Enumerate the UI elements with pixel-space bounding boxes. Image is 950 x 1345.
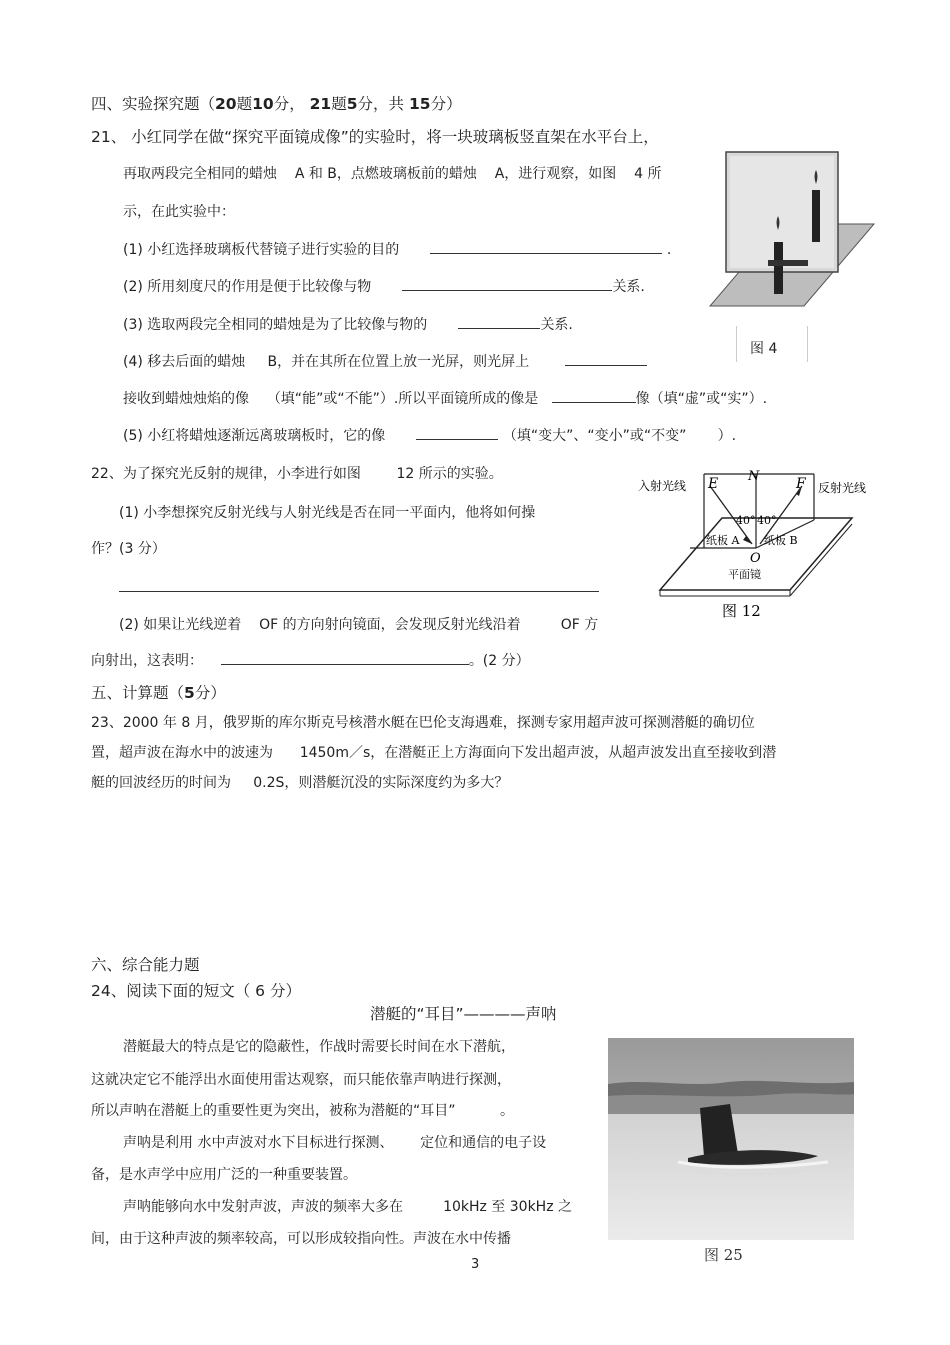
angle-incidence-label: 40° bbox=[736, 514, 756, 527]
candle-a-icon bbox=[774, 242, 783, 294]
figure-12-reflection bbox=[638, 466, 870, 624]
q22-sub1: (1) 小李想探究反射光线与人射光线是否在同一平面内，他将如何操 bbox=[119, 505, 536, 521]
article-p2: 这就决定它不能浮出水面使用雷达观察，而只能依靠声呐进行探测， bbox=[91, 1072, 511, 1088]
q24-intro: 24、阅读下面的短文（ 6 分） bbox=[91, 982, 301, 1000]
answer-blank[interactable] bbox=[565, 351, 647, 366]
answer-blank[interactable] bbox=[416, 425, 498, 440]
angle-reflection-label: 40° bbox=[757, 514, 777, 527]
answer-blank[interactable] bbox=[221, 650, 469, 665]
plane-mirror-label: 平面镜 bbox=[728, 568, 761, 581]
q21-sub4-cont: 接收到蜡烛烛焰的像 （填“能”或“不能”）.所以平面镜所成的像是 像（填“虚”或“实”）. bbox=[123, 388, 767, 409]
board-b-label: 纸板 B bbox=[764, 534, 798, 547]
article-p6: 声呐能够向水中发射声波，声波的频率大多在 10kHz 至 30kHz 之 bbox=[123, 1199, 573, 1215]
article-p1: 潜艇最大的特点是它的隐蔽性，作战时需要长时间在水下潜航， bbox=[123, 1039, 515, 1055]
q21-sub2: (2) 所用刻度尺的作用是便于比较像与物 关系. bbox=[123, 276, 645, 297]
point-o-label: O bbox=[750, 551, 761, 566]
q21-line2: 再取两段完全相同的蜡烛 A 和 B，点燃玻璃板前的蜡烛 A，进行观察，如图 4 所 bbox=[123, 166, 662, 182]
q22-sub2: (2) 如果让光线逆着 OF 的方向射向镜面，会发现反射光线沿着 OF 方 bbox=[119, 617, 599, 633]
q22-answer-line[interactable] bbox=[119, 577, 599, 598]
section-6-title: 六、综合能力题 bbox=[91, 956, 200, 974]
q21-sub3: (3) 选取两段完全相同的蜡烛是为了比较像与物的 关系. bbox=[123, 314, 573, 335]
submarine-photo bbox=[608, 1038, 854, 1240]
article-p4: 声呐是利用 水中声波对水下目标进行探测、 定位和通信的电子设 bbox=[123, 1135, 547, 1151]
figure-4-caption: 图 4 bbox=[750, 341, 778, 357]
answer-blank[interactable] bbox=[458, 314, 540, 329]
q22-sub1-cont: 作？(3 分） bbox=[91, 541, 166, 557]
answer-blank[interactable] bbox=[119, 577, 599, 592]
article-title: 潜艇的“耳目”————声呐 bbox=[370, 1005, 557, 1023]
q22-intro: 22、为了探究光反射的规律，小李进行如图 12 所示的实验。 bbox=[91, 466, 503, 482]
figure-25-caption: 图 25 bbox=[704, 1246, 743, 1264]
q22-sub2-cont: 向射出，这表明： 。(2 分） bbox=[91, 650, 530, 671]
article-p3: 所以声呐在潜艇上的重要性更为突出，被称为潜艇的“耳目” 。 bbox=[91, 1103, 515, 1119]
article-p5: 备，是水声学中应用广泛的一种重要装置。 bbox=[91, 1167, 357, 1183]
q21-sub5: (5) 小红将蜡烛逐渐远离玻璃板时，它的像 （填“变大”、“变小”或“不变” ）. bbox=[123, 425, 736, 446]
section-4-title: 四、实验探究题（20题10分， 21题5分，共 15分） bbox=[91, 95, 462, 113]
point-e-label: E bbox=[708, 476, 719, 492]
candle-b-icon bbox=[812, 190, 820, 242]
incident-ray-label: 入射光线 bbox=[638, 479, 687, 493]
q23-line3: 艇的回波经历的时间为 0.2S，则潜艇沉没的实际深度约为多大？ bbox=[91, 775, 509, 791]
q23-line2: 置，超声波在海水中的波速为 1450m／s，在潜艇正上方海面向下发出超声波，从超声波发出直至接收到潜 bbox=[91, 745, 777, 761]
page-number: 3 bbox=[471, 1257, 480, 1272]
answer-blank[interactable] bbox=[552, 388, 636, 403]
section-5-title: 五、计算题（5分） bbox=[91, 684, 226, 702]
q21-sub4: (4) 移去后面的蜡烛 B，并在其所在位置上放一光屏，则光屏上 bbox=[123, 351, 647, 372]
q21-sub1: (1) 小红选择玻璃板代替镜子进行实验的目的 . bbox=[123, 239, 671, 260]
figure-12-caption: 图 12 bbox=[722, 602, 761, 620]
point-f-label: F bbox=[796, 476, 806, 492]
figure-4-glass-plate bbox=[706, 148, 878, 316]
article-p7: 间，由于这种声波的频率较高，可以形成较指向性。声波在水中传播 bbox=[91, 1231, 511, 1247]
q23-line1: 23、2000 年 8 月，俄罗斯的库尔斯克号核潜水艇在巴伦支海遇难，探测专家用超声波可探测潜艇的确切位 bbox=[91, 715, 755, 731]
q21-intro: 21、 小红同学在做“探究平面镜成像”的实验时，将一块玻璃板竖直架在水平台上， bbox=[91, 128, 659, 146]
answer-blank[interactable] bbox=[430, 239, 662, 254]
answer-blank[interactable] bbox=[402, 276, 612, 291]
q21-line3: 示，在此实验中： bbox=[123, 204, 235, 220]
normal-n-label: N bbox=[748, 469, 760, 484]
board-a-label: 纸板 A bbox=[706, 534, 740, 547]
reflected-ray-label: 反射光线 bbox=[818, 481, 867, 495]
